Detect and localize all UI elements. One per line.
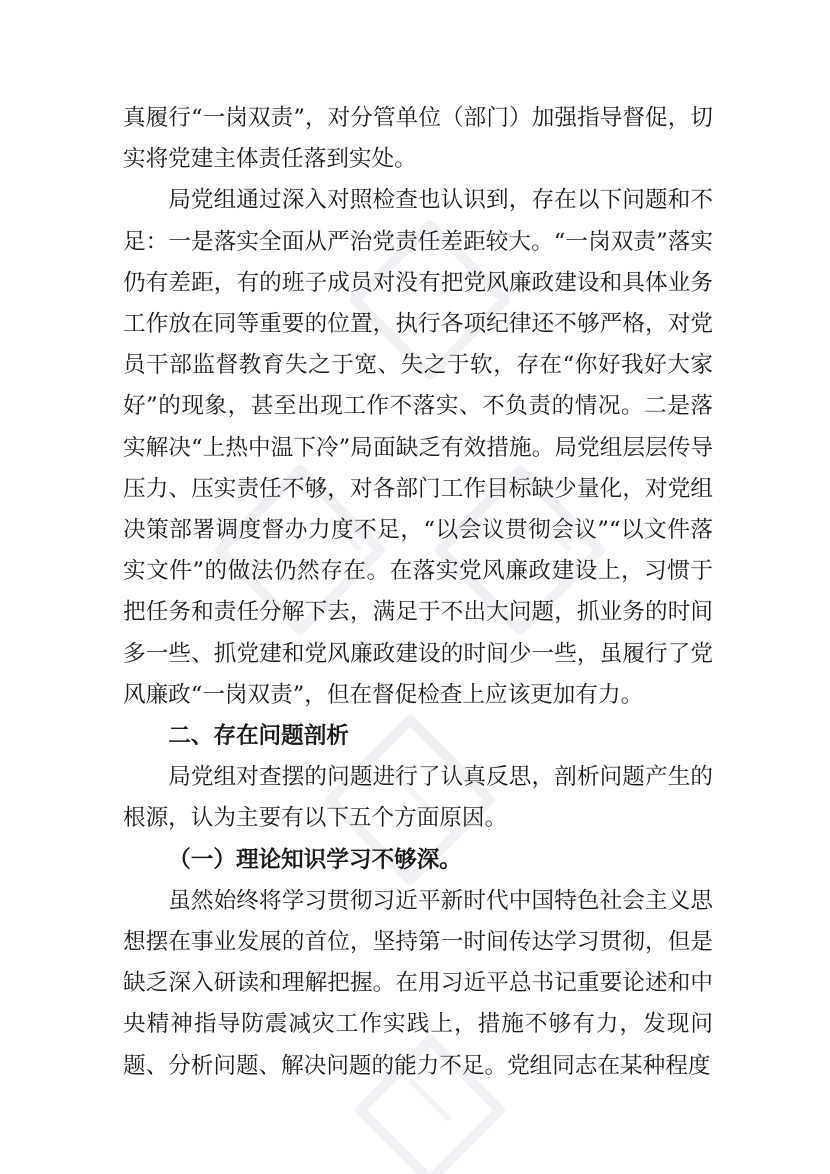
- paragraph-continuation: 真履行“一岗双责”，对分管单位（部门）加强指导督促，切实将党建主体责任落到实处。: [123, 105, 713, 173]
- paragraph-theory-study: 虽然始终将学习贯彻习近平新时代中国特色社会主义思想摆在事业发展的首位，坚持第一时间传达学习贯彻，但是缺乏深入研读和理解把握。在用习近平总书记重要论述和中央精神指导防震减灾工作实践上，措施不够有力，发现问题、分析问题、解决问题的能力不足。党组同志在某种程度: [123, 887, 713, 1079]
- subheading-theory-study: （一）理论知识学习不够深。: [168, 846, 462, 873]
- paragraph-problems: 局党组通过深入对照检查也认识到，存在以下问题和不足：一是落实全面从严治党责任差距较大。“一岗双责”落实仍有差距，有的班子成员对没有把党风廉政建设和具体业务工作放在同等重要的位置，执行各项纪律还不够严格，对党员干部监督教育失之于宽、失之于软，存在“你好我好大家好”的现象，甚至出现工作不落实、不负责的情况。二是落实解决“上热中温下冷”局面缺乏有效措施。局党组层层传导压力、压实责任不够，对各部门工作目标缺少量化，对党组决策部署调度督办力度不足，“以会议贯彻会议”“以文件落实文件”的做法仍然存在。在落实党风廉政建设上，习惯于把任务和责任分解下去，满足于不出大问题，抓业务的时间多一些、抓党建和党风廉政建设的时间少一些，虽履行了党风廉政“一岗双责”，但在督促检查上应该更加有力。: [123, 187, 713, 708]
- document-body: [123, 98, 713, 1087]
- paragraph-analysis-intro: 局党组对查摆的问题进行了认真反思，剖析问题产生的根源，认为主要有以下五个方面原因。: [123, 764, 713, 832]
- section-heading-analysis: 二、存在问题剖析: [168, 723, 349, 750]
